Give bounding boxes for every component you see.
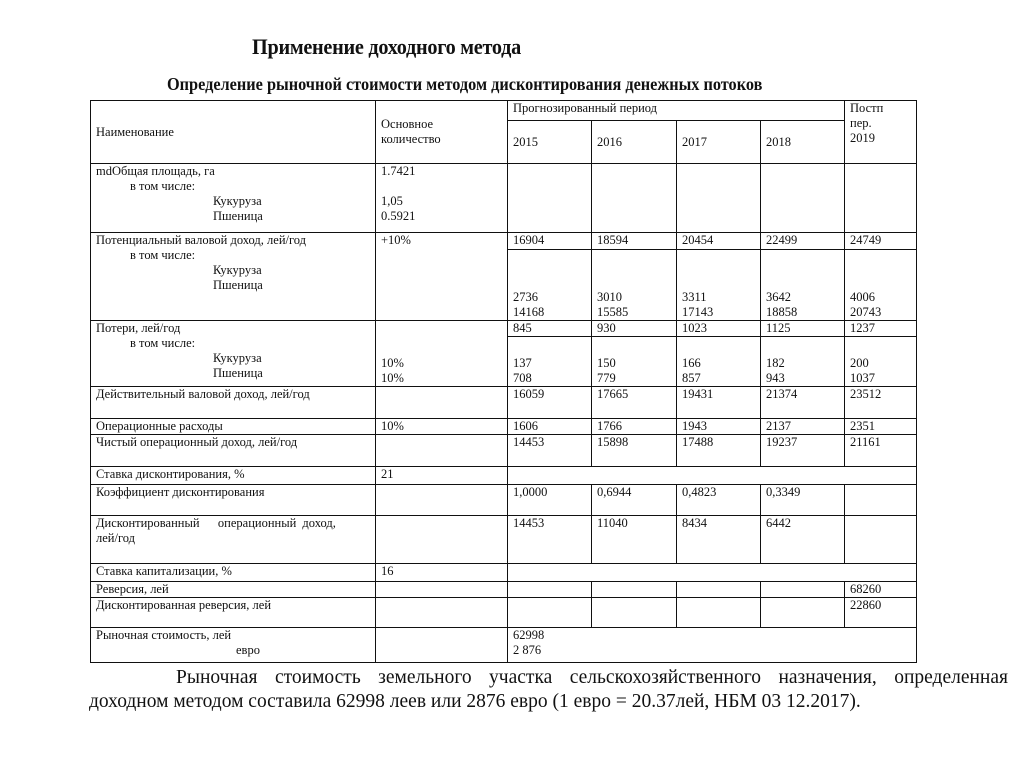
table-row-market-value bbox=[91, 628, 917, 663]
conclusion-paragraph bbox=[89, 666, 1008, 714]
cell-value: 19431 bbox=[677, 387, 761, 419]
cell-values: 3642 18858 bbox=[761, 250, 845, 321]
cell-value: 0,4823 bbox=[677, 485, 761, 516]
cell-value: 1606 bbox=[508, 419, 592, 435]
cell bbox=[677, 164, 761, 233]
header-year: 2015 bbox=[508, 121, 592, 164]
row-label: Коэффициент дисконтирования bbox=[91, 485, 376, 516]
cell-value: 16059 bbox=[508, 387, 592, 419]
cell-value bbox=[845, 516, 917, 564]
cell-value: 21161 bbox=[845, 435, 917, 467]
table-row-area bbox=[91, 164, 917, 233]
cell-value: 1125 bbox=[761, 321, 845, 337]
cell-value: 24749 bbox=[845, 233, 917, 250]
cell bbox=[761, 582, 845, 598]
cell-value: 11040 bbox=[592, 516, 677, 564]
cell-value bbox=[845, 485, 917, 516]
table-row-cap-rate bbox=[91, 564, 917, 582]
table-row-discounted-noi bbox=[91, 516, 917, 564]
row-label: Рыночная стоимость, лей евро bbox=[91, 628, 376, 663]
cell bbox=[845, 164, 917, 233]
header-year: 2017 bbox=[677, 121, 761, 164]
cell-value: 14453 bbox=[508, 435, 592, 467]
header-name: Наименование bbox=[91, 101, 376, 164]
cell-value: 845 bbox=[508, 321, 592, 337]
cell-value: 18594 bbox=[592, 233, 677, 250]
cell-value: 17665 bbox=[592, 387, 677, 419]
row-label: Дисконтированный операционный доход, лей/год bbox=[91, 516, 376, 564]
cell-value: 15898 bbox=[592, 435, 677, 467]
cell bbox=[677, 582, 761, 598]
cell-value: 930 bbox=[592, 321, 677, 337]
conclusion-text: Рыночная стоимость земельного участка сельскохозяйственного назначения, определенная доходном методом составила 62998 леев или 2876 евро (1 евро = 20.37лей, НБМ 03 12.2017). bbox=[89, 667, 1008, 712]
cell-value: 21374 bbox=[761, 387, 845, 419]
table-row-losses bbox=[91, 321, 917, 337]
cell-values: 4006 20743 bbox=[845, 250, 917, 321]
row-base bbox=[376, 598, 508, 628]
cell-value: 1943 bbox=[677, 419, 761, 435]
row-base bbox=[376, 516, 508, 564]
row-base bbox=[376, 435, 508, 467]
cell bbox=[761, 598, 845, 628]
table-row-discounted-reversion bbox=[91, 598, 917, 628]
cell-value: 1,0000 bbox=[508, 485, 592, 516]
row-base: 10% 10% bbox=[376, 321, 508, 387]
table-row-operating-expenses bbox=[91, 419, 917, 435]
header-year: 2018 bbox=[761, 121, 845, 164]
page-title: Применение доходного метода bbox=[252, 34, 521, 59]
row-base bbox=[376, 387, 508, 419]
row-label: Дисконтированная реверсия, лей bbox=[91, 598, 376, 628]
row-base: 10% bbox=[376, 419, 508, 435]
cell-value: 0,3349 bbox=[761, 485, 845, 516]
row-label: Ставка дисконтирования, % bbox=[91, 467, 376, 485]
row-base: 21 bbox=[376, 467, 508, 485]
cell-value: 8434 bbox=[677, 516, 761, 564]
cell-values: 150 779 bbox=[592, 337, 677, 387]
cell-value: 23512 bbox=[845, 387, 917, 419]
cell-value: 2351 bbox=[845, 419, 917, 435]
cell-values: 200 1037 bbox=[845, 337, 917, 387]
cell-value: 2137 bbox=[761, 419, 845, 435]
cell bbox=[592, 164, 677, 233]
row-label: Операционные расходы bbox=[91, 419, 376, 435]
cell-values: 137 708 bbox=[508, 337, 592, 387]
row-label: Потери, лей/год в том числе: Кукуруза Пшеница bbox=[91, 321, 376, 387]
header-year: 2016 bbox=[592, 121, 677, 164]
cell bbox=[592, 598, 677, 628]
header-base-qty: Основное количество bbox=[376, 101, 508, 164]
table-row-discount-factor bbox=[91, 485, 917, 516]
header-post-period: Постп пер. 2019 bbox=[845, 101, 917, 164]
cell bbox=[508, 598, 592, 628]
row-base: 16 bbox=[376, 564, 508, 582]
cell-value: 16904 bbox=[508, 233, 592, 250]
cell-value: 17488 bbox=[677, 435, 761, 467]
cell-value: 1237 bbox=[845, 321, 917, 337]
cell-values: 2736 14168 bbox=[508, 250, 592, 321]
cell-value: 6442 bbox=[761, 516, 845, 564]
table-row-net-operating-income bbox=[91, 435, 917, 467]
header-forecast-period: Прогнозированный период bbox=[508, 101, 845, 121]
row-label: mdОбщая площадь, га в том числе: Кукуруза Пшеница bbox=[91, 164, 376, 233]
cell-empty bbox=[508, 564, 917, 582]
row-base: 1.7421 1,05 0.5921 bbox=[376, 164, 508, 233]
table-row-discount-rate bbox=[91, 467, 917, 485]
cell-value: 20454 bbox=[677, 233, 761, 250]
header-row bbox=[91, 101, 917, 121]
cell bbox=[761, 164, 845, 233]
row-base bbox=[376, 628, 508, 663]
row-base bbox=[376, 485, 508, 516]
cell bbox=[677, 598, 761, 628]
cell-value: 22499 bbox=[761, 233, 845, 250]
row-label: Чистый операционный доход, лей/год bbox=[91, 435, 376, 467]
cell-value: 22860 bbox=[845, 598, 917, 628]
cell-values: 166 857 bbox=[677, 337, 761, 387]
row-base bbox=[376, 582, 508, 598]
dcf-table bbox=[90, 100, 917, 663]
cell-values: 3311 17143 bbox=[677, 250, 761, 321]
cell bbox=[508, 582, 592, 598]
cell-values: 182 943 bbox=[761, 337, 845, 387]
cell-value: 0,6944 bbox=[592, 485, 677, 516]
cell-value: 1023 bbox=[677, 321, 761, 337]
cell-values: 62998 2 876 bbox=[508, 628, 917, 663]
row-label: Действительный валовой доход, лей/год bbox=[91, 387, 376, 419]
row-label: Ставка капитализации, % bbox=[91, 564, 376, 582]
row-label: Потенциальный валовой доход, лей/год в том числе: Кукуруза Пшеница bbox=[91, 233, 376, 321]
cell bbox=[592, 582, 677, 598]
cell-value: 19237 bbox=[761, 435, 845, 467]
cell-empty bbox=[508, 467, 917, 485]
table-row-reversion bbox=[91, 582, 917, 598]
cell-value: 14453 bbox=[508, 516, 592, 564]
table-row-potential-income bbox=[91, 233, 917, 250]
row-label: Реверсия, лей bbox=[91, 582, 376, 598]
page-subtitle: Определение рыночной стоимости методом дисконтирования денежных потоков bbox=[167, 74, 763, 94]
cell-value: 1766 bbox=[592, 419, 677, 435]
cell bbox=[508, 164, 592, 233]
table-row-effective-income bbox=[91, 387, 917, 419]
row-base: +10% bbox=[376, 233, 508, 321]
cell-values: 3010 15585 bbox=[592, 250, 677, 321]
cell-value: 68260 bbox=[845, 582, 917, 598]
